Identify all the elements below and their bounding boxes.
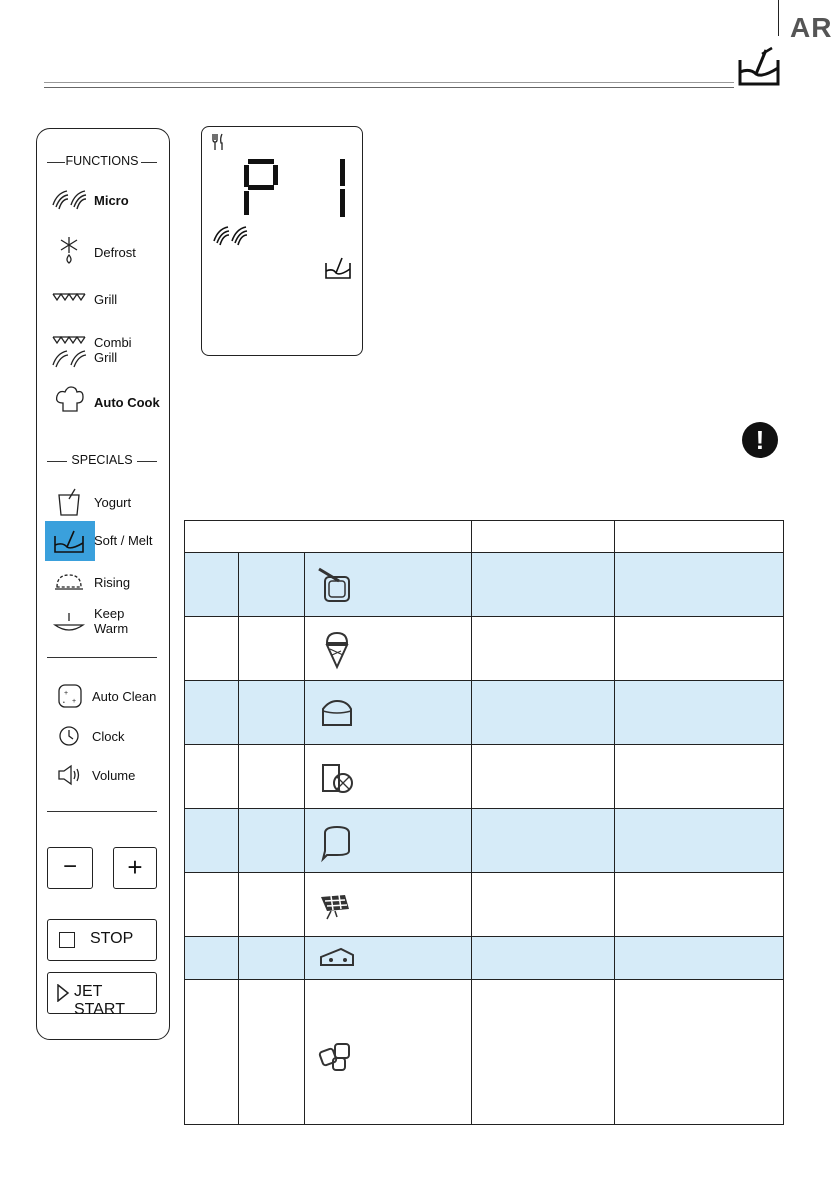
micro-wave-icon xyxy=(212,225,248,249)
soft-melt-icon xyxy=(51,526,87,556)
clock-icon xyxy=(51,721,87,751)
frozen-juice-icon xyxy=(315,755,359,799)
table-row xyxy=(185,681,784,745)
system-volume[interactable] xyxy=(37,758,169,798)
function-label: Combi Grill xyxy=(94,335,132,365)
ice-cream-icon xyxy=(315,627,359,671)
special-label: Soft / Melt xyxy=(94,533,153,548)
auto-clean-icon xyxy=(51,681,87,711)
svg-text:+: + xyxy=(64,690,69,697)
special-keep-warm[interactable] xyxy=(37,603,169,647)
system-label: Volume xyxy=(92,768,136,783)
table-row xyxy=(185,809,784,873)
page-edge-line xyxy=(778,0,779,36)
table-row xyxy=(185,980,784,1125)
special-yogurt[interactable] xyxy=(37,485,169,525)
micro-wave-icon xyxy=(51,187,87,217)
table-row xyxy=(185,553,784,617)
soft-melt-icon xyxy=(736,46,782,88)
caramels-icon xyxy=(315,1030,359,1074)
svg-text:+: + xyxy=(72,698,77,705)
butter-icon xyxy=(315,563,359,607)
system-clock[interactable] xyxy=(37,719,169,759)
fork-knife-icon xyxy=(211,133,225,151)
cream-cheese-icon xyxy=(315,691,359,735)
function-label: Micro xyxy=(94,193,129,208)
defrost-icon xyxy=(51,235,87,265)
plus-button[interactable]: + xyxy=(113,847,157,889)
chocolate-icon xyxy=(315,883,359,927)
table-row xyxy=(185,617,784,681)
control-panel xyxy=(36,128,170,1040)
table-header-cell xyxy=(615,521,784,553)
rising-icon xyxy=(51,567,87,597)
volume-icon xyxy=(51,760,87,790)
function-combi-grill[interactable] xyxy=(37,331,169,375)
language-code: AR xyxy=(790,12,833,43)
function-label: Auto Cook xyxy=(94,395,160,410)
table-row xyxy=(185,745,784,809)
seven-seg-1 xyxy=(336,159,350,219)
functions-heading: FUNCTIONS xyxy=(47,154,157,168)
function-label: Grill xyxy=(94,292,118,307)
chef-hat-icon xyxy=(51,385,87,415)
minus-button[interactable]: − xyxy=(47,847,93,889)
combi-grill-icon xyxy=(51,333,87,369)
special-soft-melt[interactable] xyxy=(37,521,169,561)
special-label: Keep Warm xyxy=(94,606,129,636)
soft-melt-icon xyxy=(323,255,353,281)
seven-seg-p xyxy=(240,157,280,219)
cheese-icon xyxy=(315,943,359,973)
stop-icon xyxy=(59,932,75,948)
table-header-row xyxy=(185,521,784,553)
function-micro[interactable] xyxy=(37,185,169,225)
keep-warm-icon xyxy=(51,607,87,637)
system-label: Auto Clean xyxy=(92,689,157,704)
divider xyxy=(47,811,157,812)
function-defrost[interactable] xyxy=(37,235,169,275)
table-header-cell xyxy=(472,521,615,553)
special-label: Rising xyxy=(94,575,131,590)
exclamation-icon: ! xyxy=(742,422,778,458)
system-label: Clock xyxy=(92,729,125,744)
svg-text:•: • xyxy=(63,700,65,706)
grill-icon xyxy=(51,284,87,314)
table-row xyxy=(185,937,784,980)
table-header-cell xyxy=(185,521,472,553)
stop-button[interactable]: STOP xyxy=(47,919,157,961)
table-row xyxy=(185,873,784,937)
marshmallow-icon xyxy=(315,819,359,863)
play-icon xyxy=(56,984,70,1002)
system-auto-clean[interactable] xyxy=(37,679,169,719)
function-auto-cook[interactable] xyxy=(37,385,169,425)
jet-start-button[interactable]: JET START xyxy=(47,972,157,1014)
function-grill[interactable] xyxy=(37,282,169,322)
specials-heading: SPECIALS xyxy=(47,453,157,467)
header-rule xyxy=(44,82,734,88)
divider xyxy=(47,657,157,658)
yogurt-icon xyxy=(51,487,87,517)
lcd-display xyxy=(201,126,363,356)
function-label: Defrost xyxy=(94,245,136,260)
special-label: Yogurt xyxy=(94,495,132,510)
program-table xyxy=(184,520,784,1125)
special-rising[interactable] xyxy=(37,565,169,605)
